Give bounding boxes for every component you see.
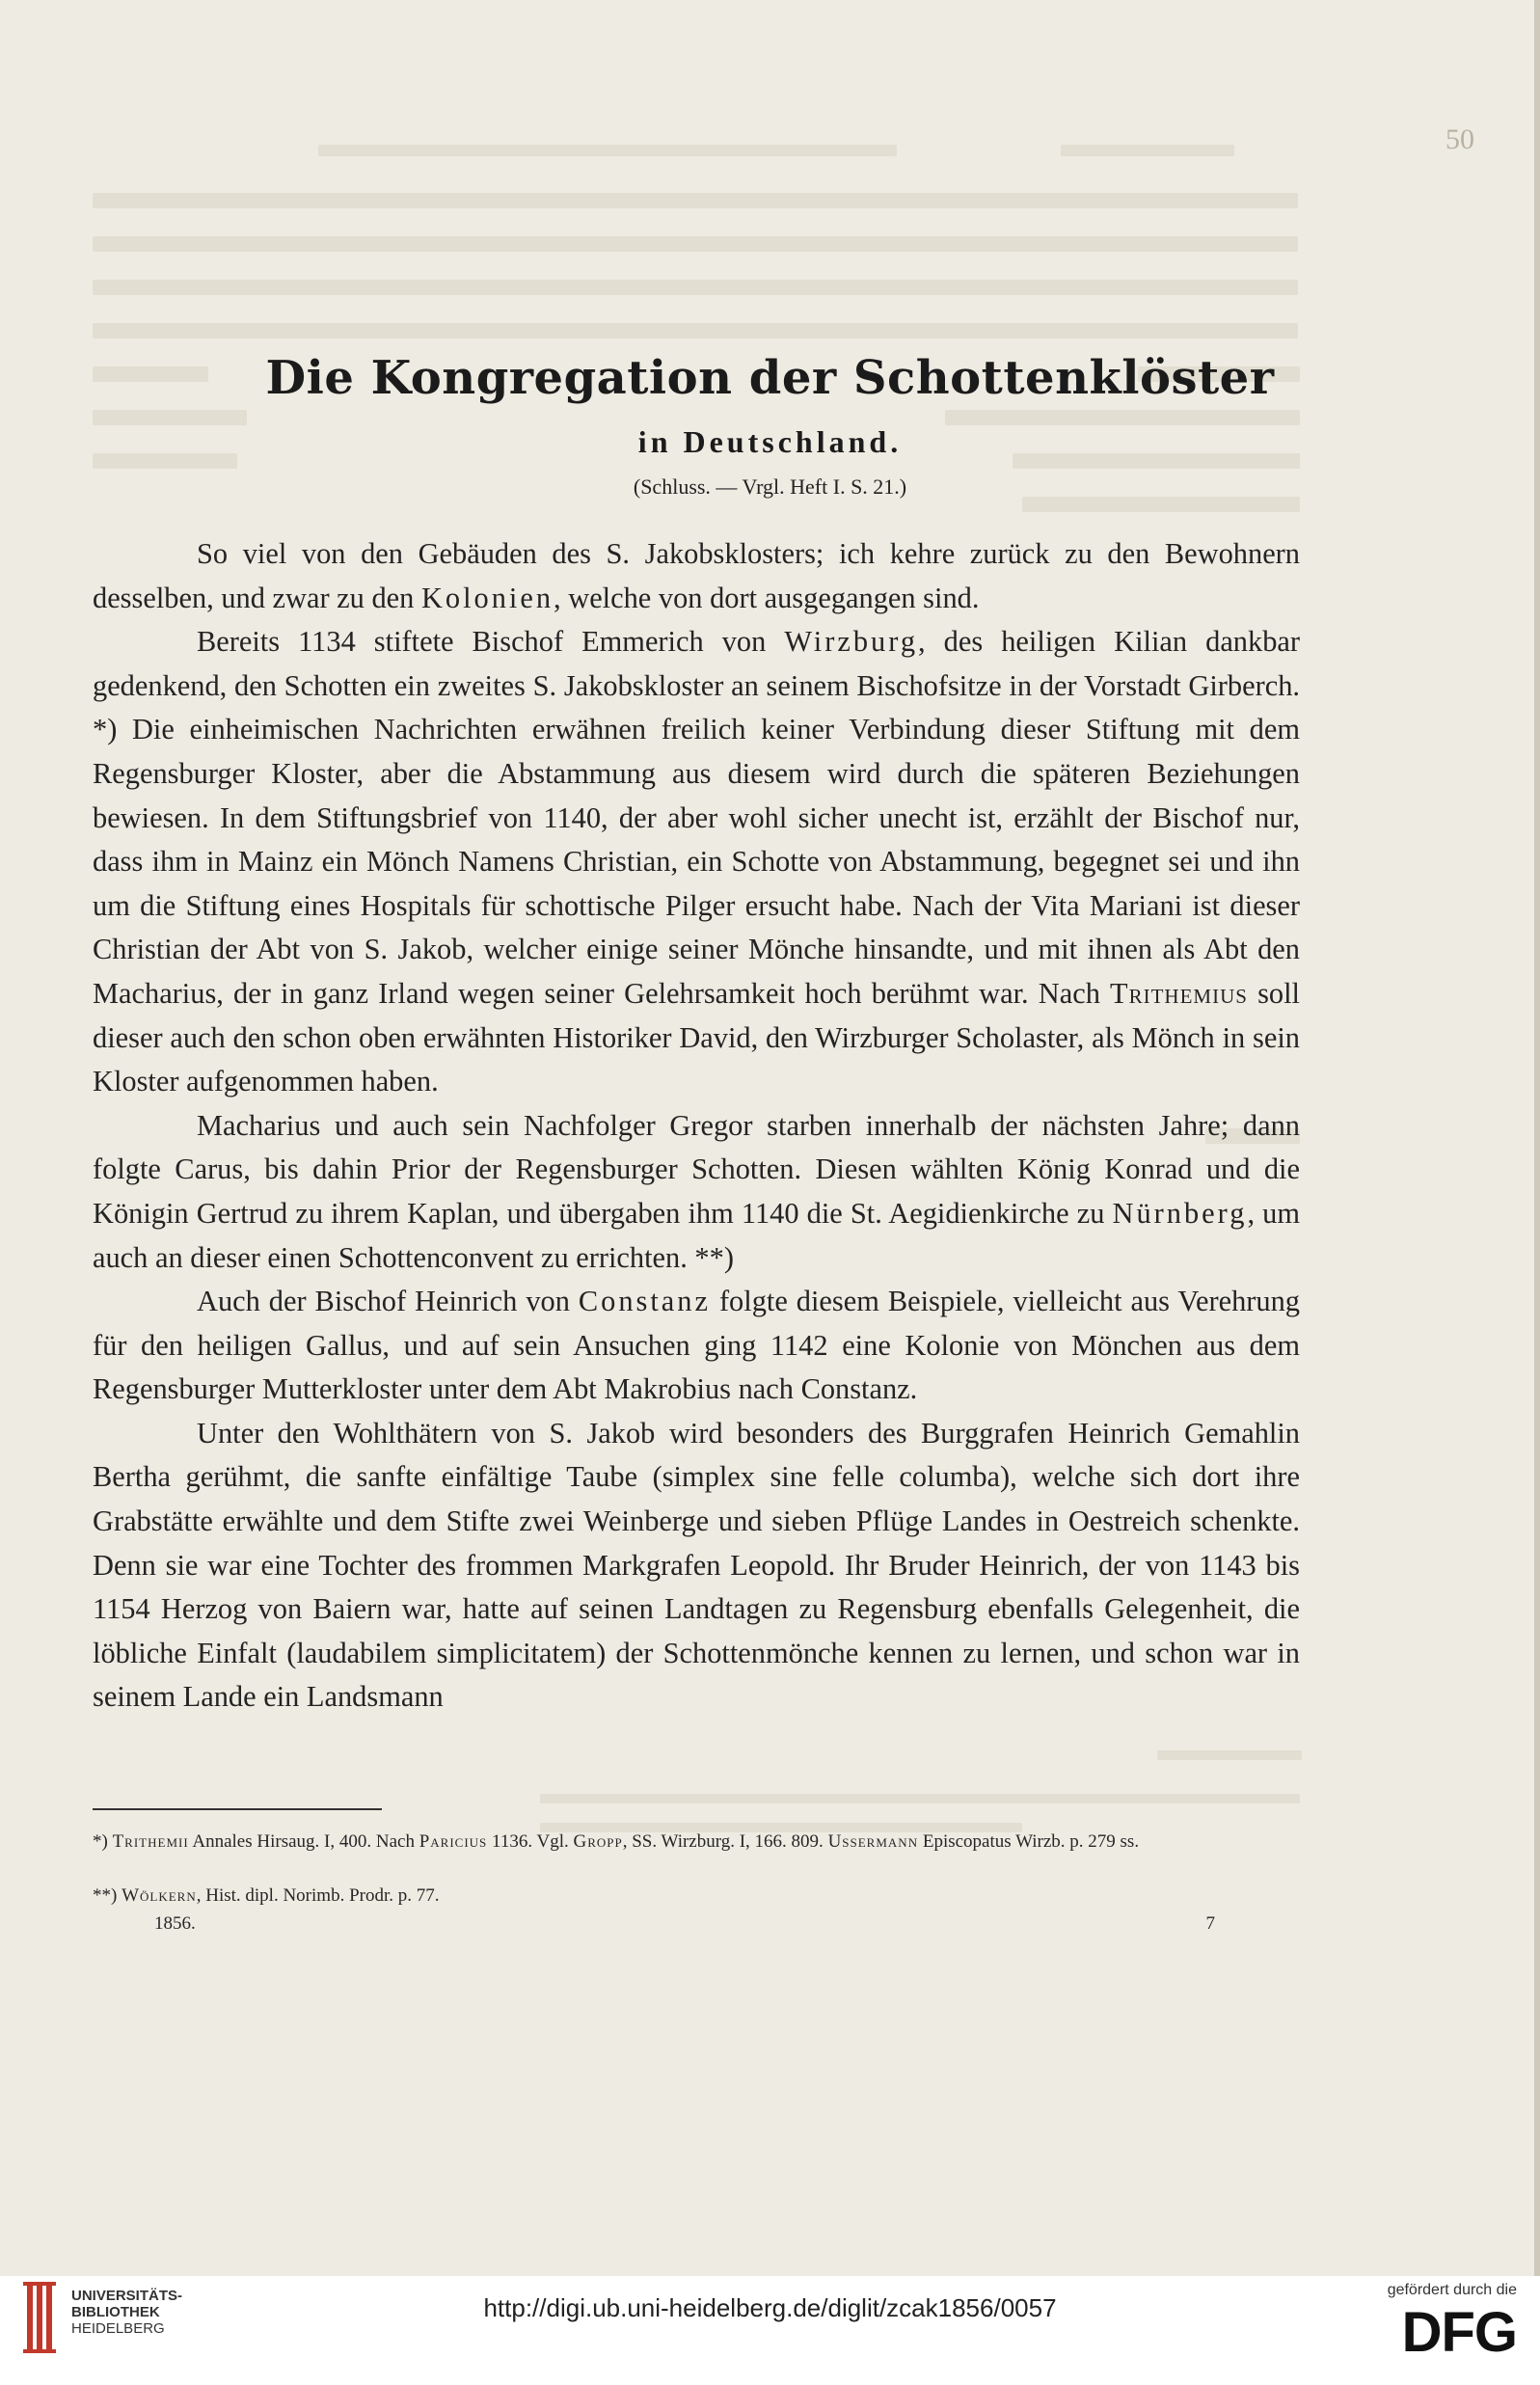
author-smallcaps: Trithemius: [1110, 976, 1248, 1010]
paragraph-5: [93, 1412, 1300, 1720]
footnote-text: , SS. Wirzburg. I, 166. 809.: [622, 1831, 828, 1852]
author-smallcaps: Ussermann: [827, 1831, 919, 1852]
paragraph-text: , welche von dort ausgegangen sind.: [554, 581, 980, 614]
paragraph-text: , um auch an dieser einen Schottenconvent zu errichten. **): [93, 1196, 1301, 1274]
footnote-1: [93, 1829, 1300, 1855]
paragraph-4: [93, 1280, 1300, 1412]
paragraph-text: Macharius und auch sein Nachfolger Gregor starben innerhalb der nächsten Jahre; dann folgte Carus, bis dahin Prior der Regensburger Schotten. Diesen wählten König Konrad und die Königin Gertrud zu ihrem Kaplan, und übergaben ihm 1140 die St. Aegidienkirche zu: [93, 1108, 1300, 1230]
footnote-marker: *): [93, 1831, 113, 1852]
paragraph-text: soll dieser auch den schon oben erwähnten Historiker David, den Wirzburger Scholaster, als Mönch in sein Kloster aufgenommen haben.: [93, 976, 1300, 1098]
paragraph-text: folgte diesem Beispiele, vielleicht aus Verehrung für den heiligen Gallus, und auf sein Ansuchen ging 1142 eine Kolonie von Mönchen aus dem Regensburger Mutterkloster unter dem Abt Makrobius nach Constanz.: [93, 1285, 1300, 1406]
paragraph-3: [93, 1104, 1300, 1280]
paragraph-text: So viel von den Gebäuden des S. Jakobsklosters; ich kehre zurück zu den Bewohnern desselben, und zwar zu den: [93, 537, 1300, 614]
viewer-footer: [0, 2276, 1540, 2385]
emphasis-spaced: Nürnberg: [1112, 1196, 1248, 1230]
paragraph-text: Unter den Wohlthätern von S. Jakob wird besonders des Burggrafen Heinrich Gemahlin Bertha gerühmt, die sanfte einfältige Taube (simplex sine felle columba), welche sich dort ihre Grabstätte erwählte und dem Stifte zwei Weinberge und sieben Pflüge Landes in Oestreich schenkte. Denn sie war eine Tochter des frommen Markgrafen Leopold. Ihr Bruder Heinrich, der von 1143 bis 1154 Herzog von Baiern war, hatte auf seinen Landtagen zu Regensburg ebenfalls Gelegenheit, die löbliche Einfalt (laudabilem simplicitatem) der Schottenmönche kennen zu lernen, und schon war in seinem Lande ein Landsmann: [93, 1416, 1300, 1714]
paragraph-text: Bereits 1134 stiftete Bischof Emmerich von: [197, 625, 785, 659]
footnote-text: 1136. Vgl.: [487, 1831, 574, 1852]
library-name-line: HEIDELBERG: [71, 2320, 165, 2337]
article-subtitle: in Deutschland.: [637, 424, 903, 459]
author-smallcaps: Paricius: [419, 1831, 488, 1852]
emphasis-spaced: Wirzburg: [784, 625, 919, 659]
article-title: Die Kongregation der Schottenklöster: [265, 351, 1275, 405]
author-smallcaps: Wölkern: [122, 1885, 197, 1906]
page-folio: 50: [1445, 123, 1474, 155]
paragraph-1: [93, 532, 1300, 620]
footnote-marker: **): [93, 1885, 122, 1906]
emphasis-spaced: Kolonien: [420, 581, 554, 614]
footnote-text: Annales Hirsaug. I, 400. Nach: [188, 1831, 419, 1852]
footnote-text: , Hist. dipl. Norimb. Prodr. p. 77.: [196, 1885, 440, 1906]
paragraph-text: Auch der Bischof Heinrich von: [197, 1285, 579, 1318]
author-smallcaps: Trithemii: [112, 1831, 189, 1852]
article-body: [93, 532, 1300, 1720]
dfg-caption: gefördert durch die: [1387, 2282, 1517, 2298]
footnote-2: [93, 1883, 1300, 1909]
signature-year: 1856.: [154, 1913, 196, 1934]
dfg-logo: DFG: [1401, 2301, 1517, 2364]
paragraph-text: , des heiligen Kilian dankbar gedenkend, den Schotten ein zweites S. Jakobskloster an seinem Bischofsitze in der Vorstadt Girberch. *) Die einheimischen Nachrichten erwähnen freilich keiner Verbindung dieser Stiftung mit dem Regensburger Kloster, aber die Abstammung aus diesem wird durch die späteren Beziehungen bewiesen. In dem Stiftungsbrief von 1140, der aber wohl sicher unecht ist, erzählt der Bischof nur, dass ihm in Mainz ein Mönch Namens Christian, ein Schotte von Abstammung, begegnet sei und ihn um die Stiftung eines Hospitals für schottische Pilger ersucht habe. Nach der Vita Mariani ist dieser Christian der Abt von S. Jakob, welcher einige seiner Mönche hinsandte, und mit ihnen als Abt den Macharius, der in ganz Irland wegen seiner Gelehrsamkeit hoch berühmt war. Nach: [93, 625, 1301, 1010]
continuation-note: (Schluss. — Vrgl. Heft I. S. 21.): [633, 474, 907, 499]
footnote-text: Episcopatus Wirzb. p. 279 ss.: [918, 1831, 1140, 1852]
author-smallcaps: Gropp: [573, 1831, 623, 1852]
footnote-rule: [93, 1808, 382, 1810]
library-name-line: BIBLIOTHEK: [71, 2304, 160, 2320]
paragraph-2: [93, 620, 1300, 1104]
emphasis-spaced: Constanz: [578, 1285, 711, 1318]
signature-line: [154, 1913, 1215, 1935]
library-name-line: UNIVERSITÄTS-: [71, 2288, 183, 2304]
permalink-url[interactable]: http://digi.ub.uni-heidelberg.de/diglit/zcak1856/0057: [483, 2293, 1057, 2322]
signature-sheet-number: 7: [1205, 1913, 1215, 1934]
